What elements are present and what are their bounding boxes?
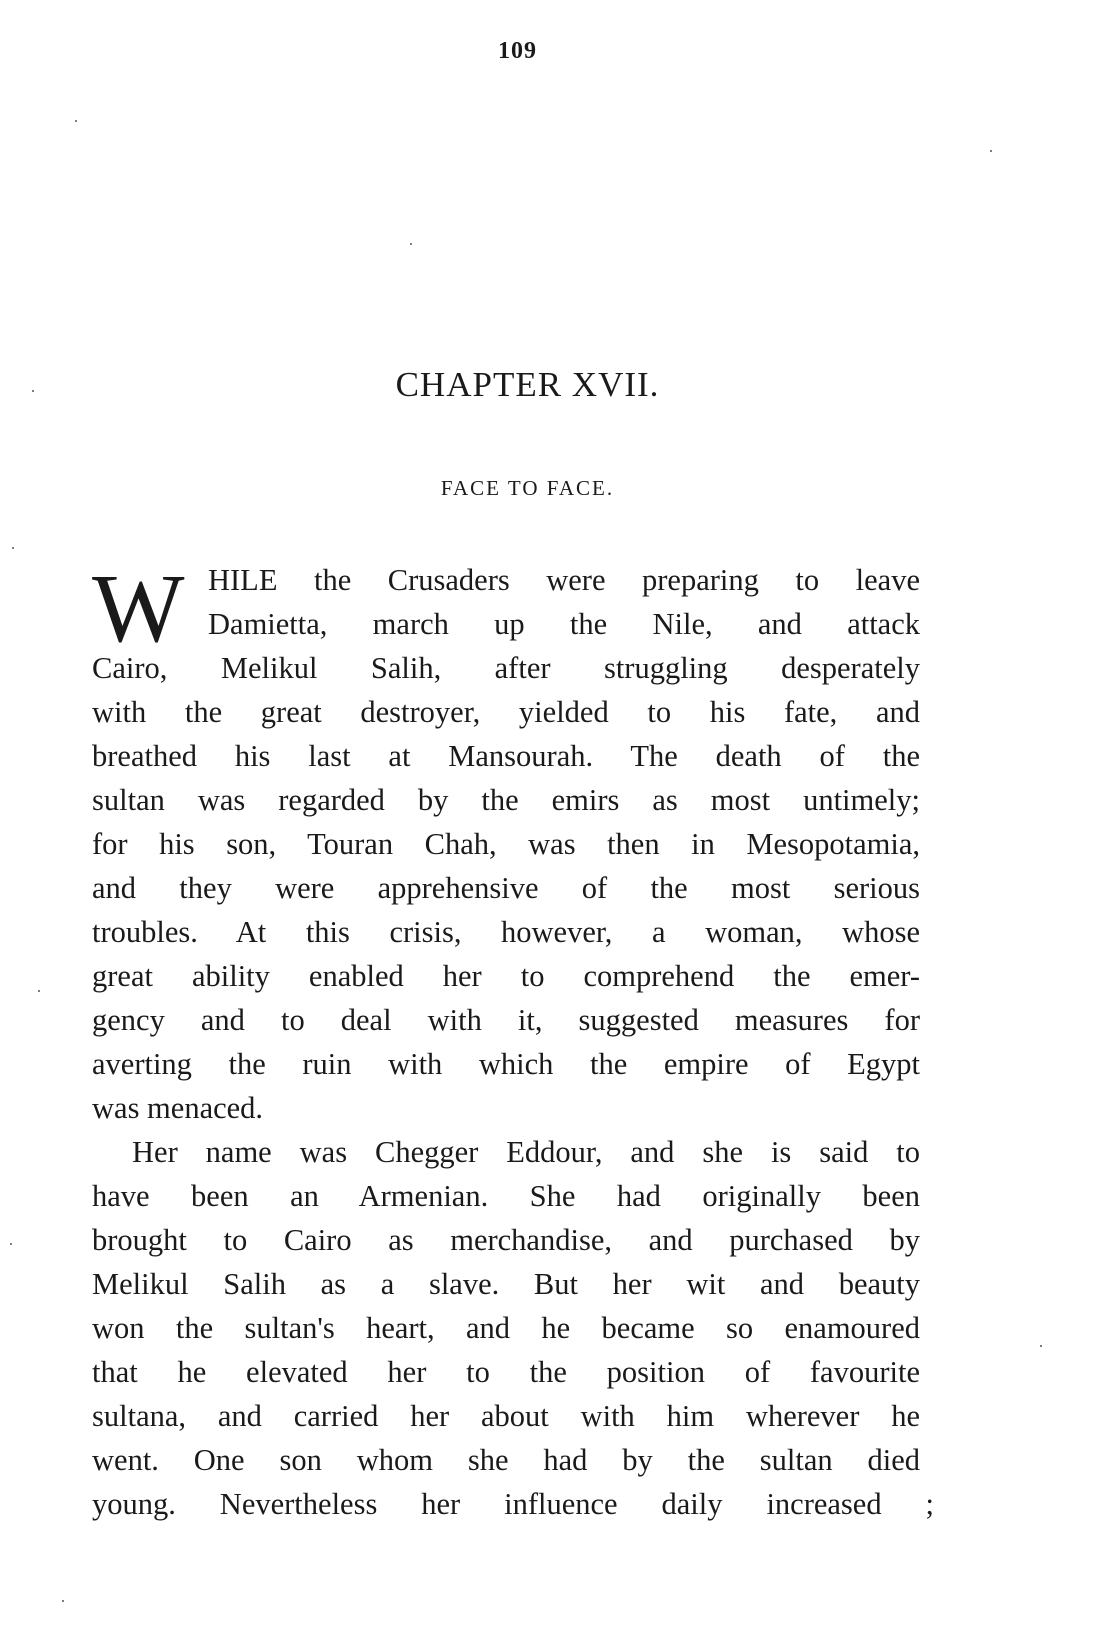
scan-speck (12, 547, 14, 549)
body-line: sultan was regarded by the emirs as most untimely; (92, 783, 920, 817)
body-line: Melikul Salih as a slave. But her wit and beauty (92, 1267, 920, 1301)
body-line: Her name was Chegger Eddour, and she is said to (132, 1135, 920, 1169)
body-line: have been an Armenian. She had originally been (92, 1179, 920, 1213)
body-line: was menaced. (92, 1091, 264, 1125)
scan-speck (62, 1600, 64, 1602)
body-line: won the sultan's heart, and he became so enamoured (92, 1311, 920, 1345)
scan-speck (1040, 1345, 1042, 1347)
body-line: for his son, Touran Chah, was then in Mesopotamia, (92, 827, 920, 861)
body-line: averting the ruin with which the empire of Egypt (92, 1047, 920, 1081)
scan-speck (32, 390, 34, 392)
body-line: Cairo, Melikul Salih, after struggling desperately (92, 651, 920, 685)
drop-cap: W (92, 555, 185, 663)
body-line: Damietta, march up the Nile, and attack (208, 607, 920, 641)
body-line: sultana, and carried her about with him wherever he (92, 1399, 920, 1433)
body-line: brought to Cairo as merchandise, and purchased by (92, 1223, 920, 1257)
body-line: that he elevated her to the position of favourite (92, 1355, 920, 1389)
body-line: with the great destroyer, yielded to his fate, and (92, 695, 920, 729)
chapter-subtitle: FACE TO FACE. (440, 476, 615, 500)
body-line: went. One son whom she had by the sultan died (92, 1443, 920, 1477)
scan-speck (410, 243, 412, 245)
body-line: HILE the Crusaders were preparing to leave (208, 563, 920, 597)
chapter-title: CHAPTER XVII. (395, 365, 660, 404)
body-line: and they were apprehensive of the most serious (92, 871, 920, 905)
body-line: gency and to deal with it, suggested measures for (92, 1003, 920, 1037)
scan-speck (10, 1243, 12, 1245)
scan-speck (75, 120, 77, 122)
scan-speck (38, 990, 40, 992)
body-line: great ability enabled her to comprehend the emer- (92, 959, 920, 993)
page-number: 109 (498, 38, 537, 64)
body-line: troubles. At this crisis, however, a woman, whose (92, 915, 920, 949)
scan-speck (990, 150, 992, 152)
body-line: breathed his last at Mansourah. The death of the (92, 739, 920, 773)
body-line: young. Nevertheless her influence daily increased ; (92, 1487, 934, 1521)
